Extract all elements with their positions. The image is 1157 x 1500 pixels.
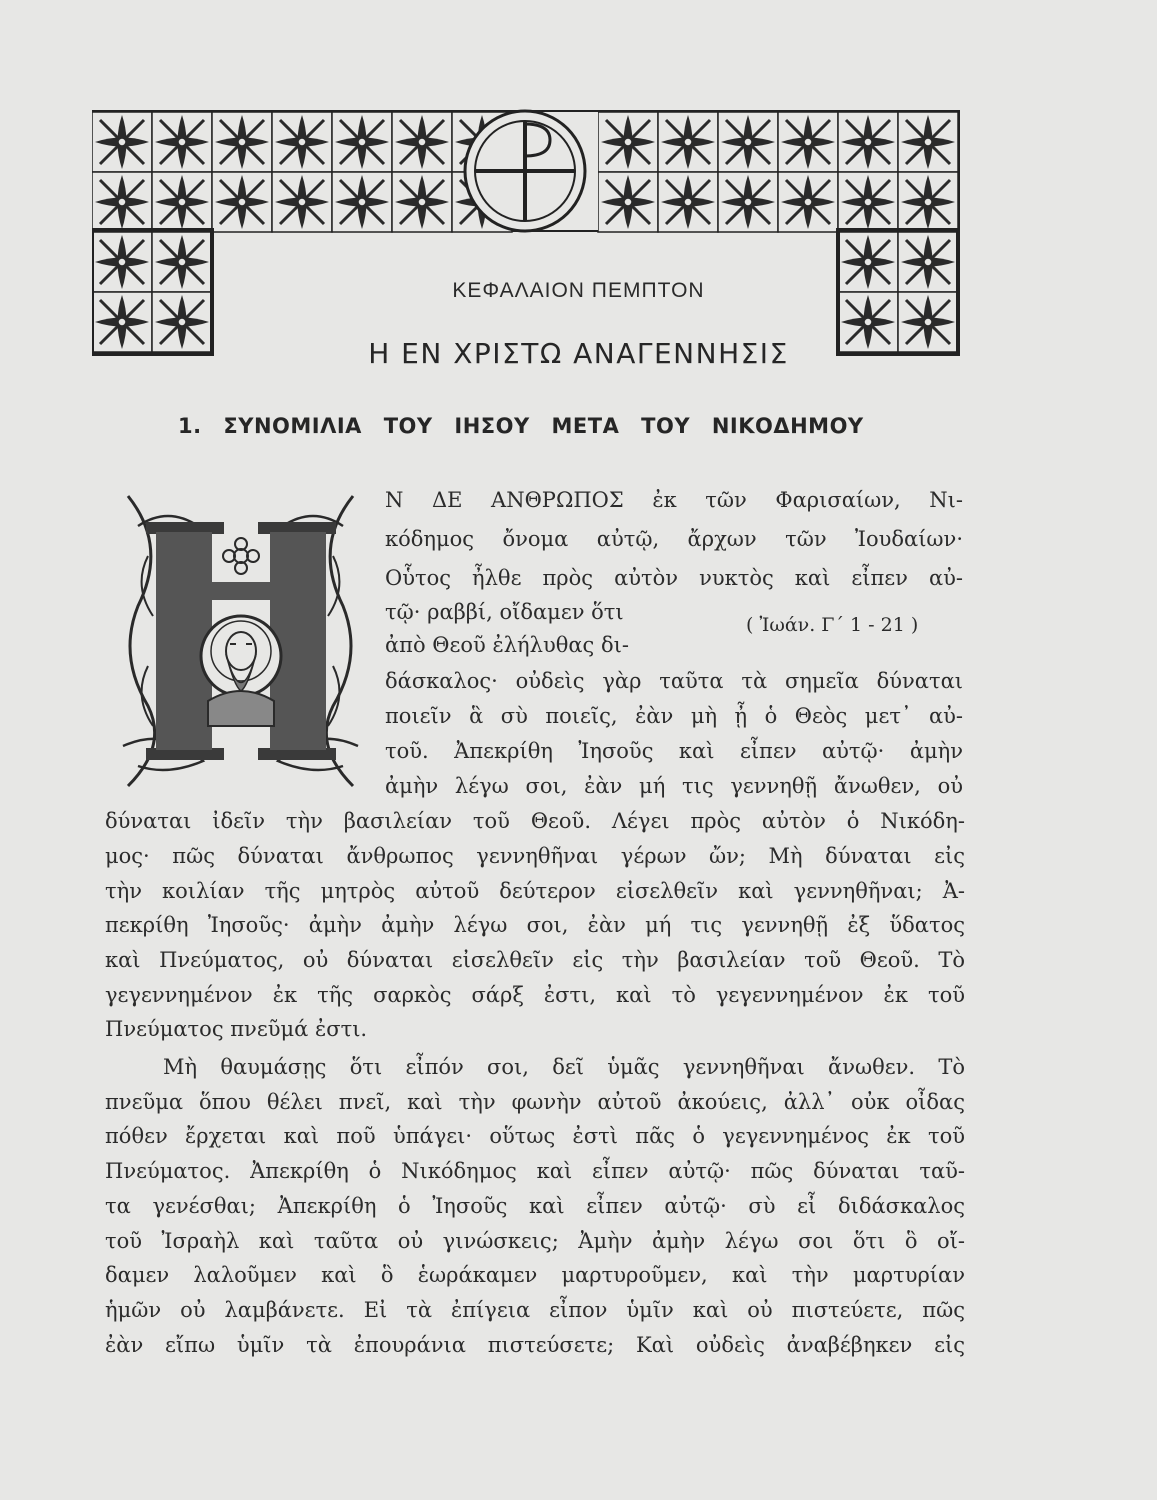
text-line: τα γενέσθαι; Ἀπεκρίθη ὁ Ἰησοῦς καὶ εἶπεν αὐτῷ· σὺ εἶ διδάσκαλος <box>105 1194 965 1218</box>
text-line: δάσκαλος· οὐδεὶς γὰρ ταῦτα τὰ σημεῖα δύναται <box>385 669 963 693</box>
chapter-label: ΚΕΦΑΛΑΙΟΝ ΠΕΜΠΤΟΝ <box>452 279 705 302</box>
ornamental-header-band <box>92 100 1157 360</box>
saint-portrait-icon <box>201 616 281 726</box>
section-heading: 1. ΣΥΝΟΜΙΛΙΑ ΤΟΥ ΙΗΣΟΥ ΜΕΤΑ ΤΟΥ ΝΙΚΟΔΗΜΟΥ <box>178 414 864 438</box>
text-line: ἡμῶν οὐ λαμβάνετε. Εἰ τὰ ἐπίγεια εἶπον ὑμῖν καὶ οὐ πιστεύετε, πῶς <box>105 1298 965 1322</box>
illuminated-initial-h <box>108 486 373 794</box>
text-line: τὴν κοιλίαν τῆς μητρὸς αὐτοῦ δεύτερον εἰσελθεῖν καὶ γεννηθῆναι; Ἀ- <box>105 879 965 903</box>
text-line: ἀμὴν λέγω σοι, ἐὰν μή τις γεννηθῇ ἄνωθεν, οὐ <box>385 774 963 798</box>
text-line: ποιεῖν ἃ σὺ ποιεῖς, ἐὰν μὴ ᾖ ὁ Θεὸς μετ᾽ αὐ- <box>385 704 963 728</box>
text-line: Πνεύματος πνεῦμά ἐστι. <box>105 1017 368 1041</box>
text-line: πεκρίθη Ἰησοῦς· ἀμὴν ἀμὴν λέγω σοι, ἐὰν μή τις γεννηθῇ ἐξ ὕδατος <box>105 913 965 937</box>
text-line: τοῦ. Ἀπεκρίθη Ἰησοῦς καὶ εἶπεν αὐτῷ· ἀμὴν <box>385 739 963 763</box>
text-line: δαμεν λαλοῦμεν καὶ ὃ ἑωράκαμεν μαρτυροῦμεν, καὶ τὴν μαρτυρίαν <box>105 1263 965 1287</box>
text-line: τοῦ Ἰσραὴλ καὶ ταῦτα οὐ γινώσκεις; Ἀμὴν ἀμὴν λέγω σοι ὅτι ὃ οἴ- <box>105 1229 965 1253</box>
text-line: ἐὰν εἴπω ὑμῖν τὰ ἐπουράνια πιστεύσετε; Καὶ οὐδεὶς ἀναβέβηκεν εἰς <box>105 1333 965 1357</box>
text-line: γεγεννημένον ἐκ τῆς σαρκὸς σάρξ ἐστι, καὶ τὸ γεγεννημένον ἐκ τοῦ <box>105 983 965 1007</box>
scripture-reference: ( Ἰωάν. Γ΄ 1 - 21 ) <box>746 614 919 636</box>
text-line: Ν ΔΕ ΑΝΘΡΩΠΟΣ ἐκ τῶν Φαρισαίων, Νι- <box>385 488 963 512</box>
text-line: κόδημος ὄνομα αὐτῷ, ἄρχων τῶν Ἰουδαίων· <box>385 527 963 551</box>
chapter-title: Η ΕΝ ΧΡΙΣΤΩ ΑΝΑΓΕΝΝΗΣΙΣ <box>368 337 789 370</box>
text-line: δύναται ἰδεῖν τὴν βασιλείαν τοῦ Θεοῦ. Λέγει πρὸς αὐτὸν ὁ Νικόδη- <box>105 809 965 833</box>
text-line: Οὗτος ἦλθε πρὸς αὐτὸν νυκτὸς καὶ εἶπεν αὐ- <box>385 566 963 590</box>
text-line: Μὴ θαυμάσῃς ὅτι εἶπόν σοι, δεῖ ὑμᾶς γεννηθῆναι ἄνωθεν. Τὸ <box>163 1055 965 1079</box>
rosette-icon <box>223 538 259 574</box>
text-line: Πνεύματος. Ἀπεκρίθη ὁ Νικόδημος καὶ εἶπεν αὐτῷ· πῶς δύναται ταῦ- <box>105 1159 965 1183</box>
text-line: πόθεν ἔρχεται καὶ ποῦ ὑπάγει· οὕτως ἐστὶ πᾶς ὁ γεγεννημένος ἐκ τοῦ <box>105 1124 965 1148</box>
text-line: μος· πῶς δύναται ἄνθρωπος γεννηθῆναι γέρων ὤν; Μὴ δύναται εἰς <box>105 844 965 868</box>
text-line: καὶ Πνεύματος, οὐ δύναται εἰσελθεῖν εἰς τὴν βασιλείαν τοῦ Θεοῦ. Τὸ <box>105 948 965 972</box>
text-line: ἀπὸ Θεοῦ ἐλήλυθας δι- <box>385 633 629 657</box>
text-line: πνεῦμα ὅπου θέλει πνεῖ, καὶ τὴν φωνὴν αὐτοῦ ἀκούεις, ἀλλ᾽ οὐκ οἶδας <box>105 1090 965 1114</box>
chi-rho-medallion-icon <box>465 111 598 231</box>
text-line: τῷ· ραββί, οἴδαμεν ὅτι <box>385 600 624 624</box>
